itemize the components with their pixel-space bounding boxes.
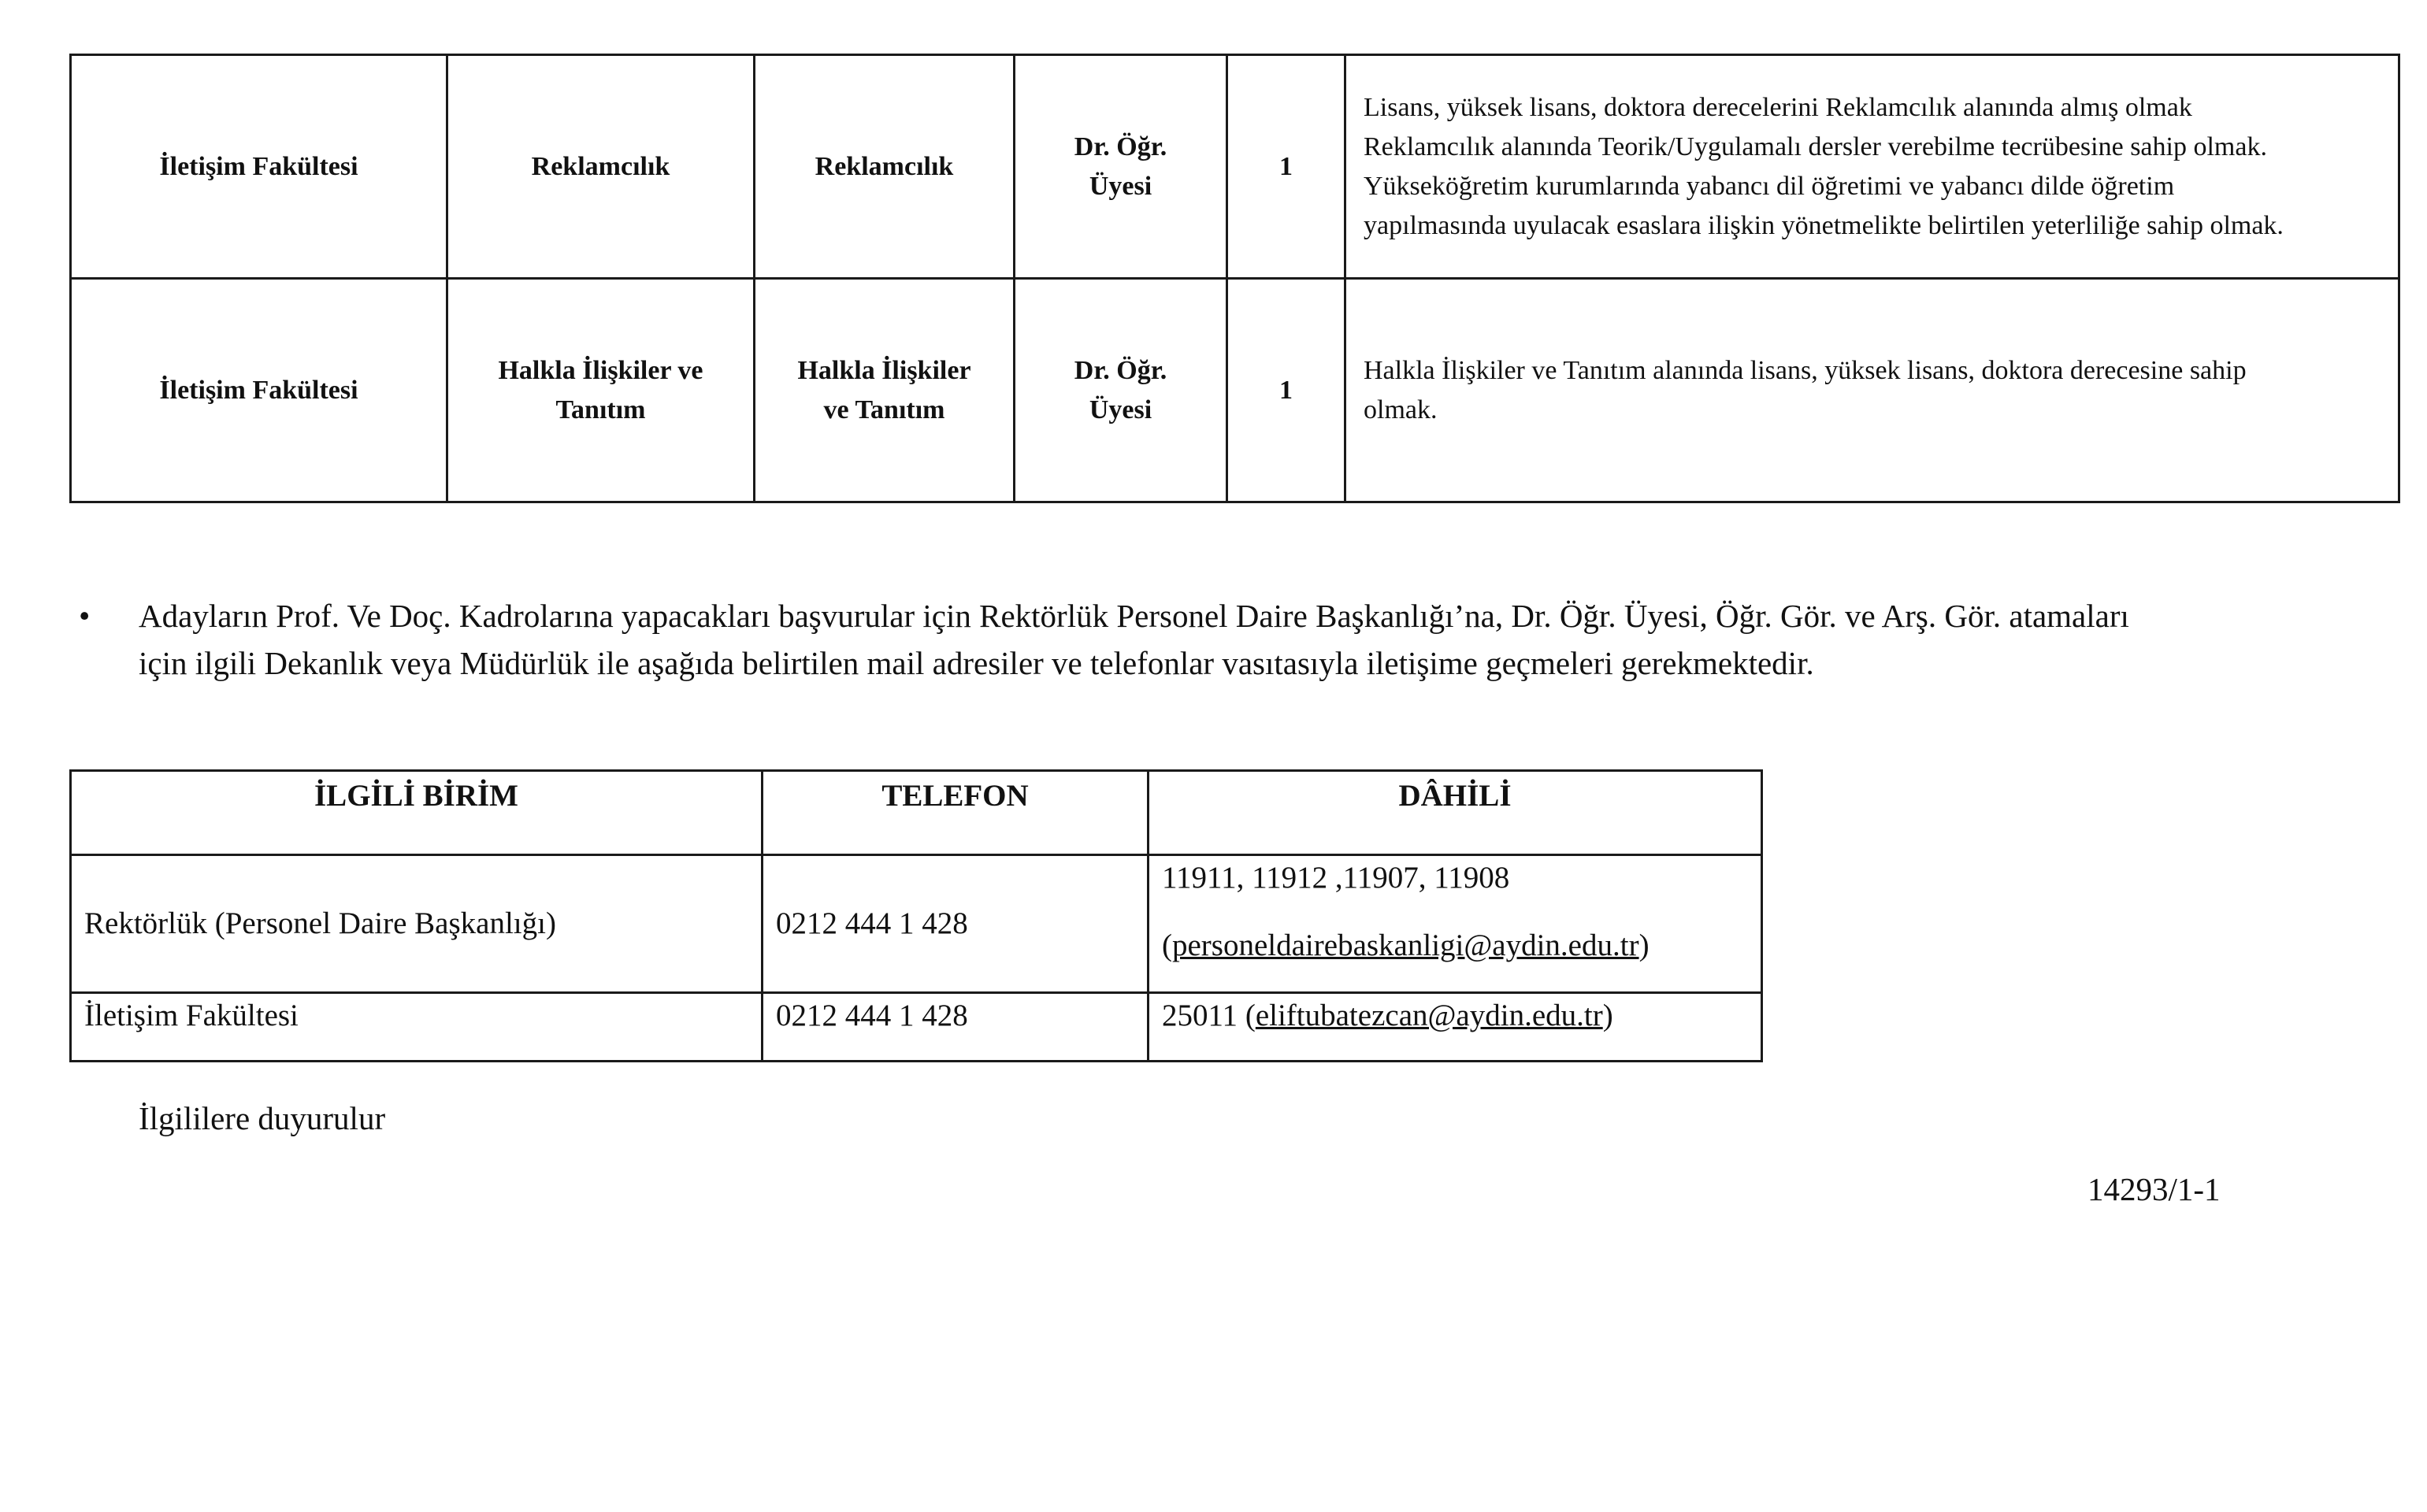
department-cell: Reklamcılık — [447, 55, 755, 279]
extension-header: DÂHİLİ — [1149, 771, 1762, 855]
notice-line: Adayların Prof. Ve Doç. Kadrolarına yapacakları başvurular için Rektörlük Personel Daire Başkanlığı’na, Dr. Öğr. Üyesi, Öğr. Gör. ve Arş. Gör. atamaları — [139, 598, 2129, 634]
count-cell: 1 — [1227, 279, 1345, 502]
phone-cell: 0212 444 1 428 — [763, 993, 1149, 1062]
extension-cell: 25011 (eliftubatezcan@aydin.edu.tr) — [1149, 993, 1762, 1062]
unit-cell: İletişim Fakültesi — [71, 993, 763, 1062]
closing-text: İlgililere duyurulur — [139, 1100, 386, 1136]
contacts-table — [69, 769, 1763, 1062]
table-row — [71, 279, 2399, 502]
reference-number: 14293/1-1 — [2087, 1171, 2221, 1207]
faculty-cell: İletişim Fakültesi — [71, 279, 447, 502]
requirements-cell: Halkla İlişkiler ve Tanıtım alanında lisans, yüksek lisans, doktora derecesine sahip olmak. — [1345, 279, 2399, 502]
unit-cell: Rektörlük (Personel Daire Başkanlığı) — [71, 855, 763, 993]
phone-header: TELEFON — [763, 771, 1149, 855]
program-cell: Halkla İlişkiler ve Tanıtım — [755, 279, 1015, 502]
table-row — [71, 993, 1762, 1062]
table-row — [71, 855, 1762, 993]
positions-table — [69, 54, 2400, 503]
notice-paragraph — [79, 592, 2410, 687]
unit-header: İLGİLİ BİRİM — [71, 771, 763, 855]
phone-cell: 0212 444 1 428 — [763, 855, 1149, 993]
notice-line: için ilgili Dekanlık veya Müdürlük ile aşağıda belirtilen mail adresiler ve telefonlar vasıtasıyla iletişime geçmeleri gerekmektedir. — [139, 645, 1814, 681]
faculty-cell: İletişim Fakültesi — [71, 55, 447, 279]
email-link[interactable]: personeldairebaskanligi@aydin.edu.tr — [1172, 928, 1639, 962]
requirements-cell: Lisans, yüksek lisans, doktora derecelerini Reklamcılık alanında almış olmak Reklamcılık alanında Teorik/Uygulamalı dersler verebilme tecrübesine sahip olmak. Yükseköğretim kurumlarında yabancı dil öğretimi ve yabancı dilde öğretim yapılmasında uyulacak esaslara ilişkin yönetmelikte belirtilen yeterliliğe sahip olmak. — [1345, 55, 2399, 279]
bullet-icon: • — [79, 598, 91, 634]
count-cell: 1 — [1227, 55, 1345, 279]
program-cell: Reklamcılık — [755, 55, 1015, 279]
title-cell: Dr. Öğr. Üyesi — [1015, 279, 1227, 502]
table-row — [71, 55, 2399, 279]
title-cell: Dr. Öğr. Üyesi — [1015, 55, 1227, 279]
extension-cell: 11911, 11912 ,11907, 11908 (personeldairebaskanligi@aydin.edu.tr) — [1149, 855, 1762, 993]
contacts-header-row — [71, 771, 1762, 855]
department-cell: Halkla İlişkiler ve Tanıtım — [447, 279, 755, 502]
email-link[interactable]: eliftubatezcan@aydin.edu.tr — [1255, 999, 1603, 1032]
